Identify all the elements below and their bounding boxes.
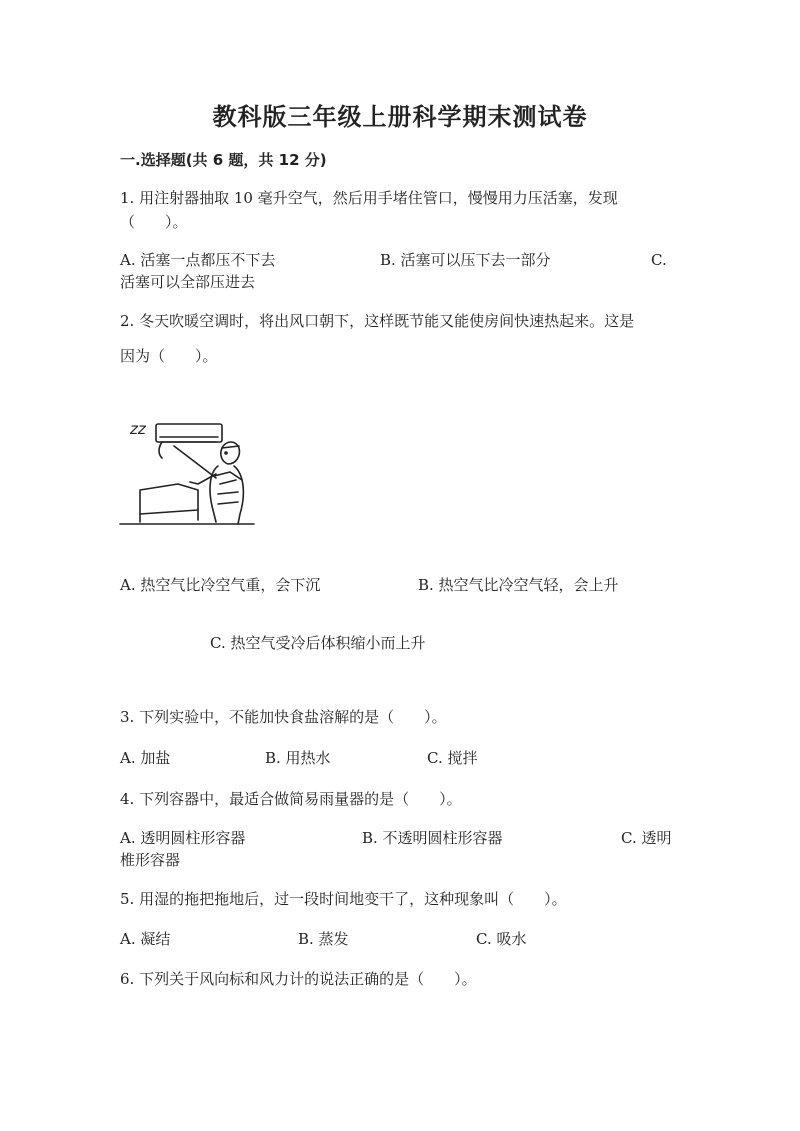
question-3-option-a: A. 加盐 xyxy=(120,749,171,767)
question-5-option-a: A. 凝结 xyxy=(120,930,171,948)
question-4-option-c-text: 椎形容器 xyxy=(120,851,181,869)
question-3-stem: 3. 下列实验中，不能加快食盐溶解的是（ ）。 xyxy=(120,708,447,726)
page-title: 教科版三年级上册科学期末测试卷 xyxy=(212,103,588,131)
air-conditioner-man-illustration xyxy=(118,410,258,530)
question-5-stem: 5. 用湿的拖把拖地后，过一段时间地变干了，这种现象叫（ ）。 xyxy=(120,890,567,908)
question-4-option-b: B. 不透明圆柱形容器 xyxy=(362,829,503,847)
section-heading: 一.选择题(共 6 题，共 12 分) xyxy=(120,151,327,169)
question-4-option-a: A. 透明圆柱形容器 xyxy=(120,829,246,847)
question-1-option-c-text: 活塞可以全部压进去 xyxy=(120,273,256,291)
question-1-stem-cont: （ ）。 xyxy=(120,213,188,231)
question-1-stem: 1. 用注射器抽取 10 毫升空气，然后用手堵住管口，慢慢用力压活塞，发现 xyxy=(120,189,618,207)
question-6-stem: 6. 下列关于风向标和风力计的说法正确的是（ ）。 xyxy=(120,970,477,988)
question-3-option-b: B. 用热水 xyxy=(265,749,331,767)
question-2-option-b: B. 热空气比冷空气轻，会上升 xyxy=(418,576,619,594)
question-1-option-a: A. 活塞一点都压不下去 xyxy=(120,251,276,269)
question-2-option-c: C. 热空气受冷后体积缩小而上升 xyxy=(210,634,426,652)
question-4-option-c: C. 透明 xyxy=(621,829,672,847)
question-2-option-a: A. 热空气比冷空气重，会下沉 xyxy=(120,576,321,594)
question-4-stem: 4. 下列容器中，最适合做简易雨量器的是（ ）。 xyxy=(120,790,462,808)
question-2-stem-cont: 因为（ ）。 xyxy=(120,347,218,365)
question-2-stem: 2. 冬天吹暖空调时，将出风口朝下，这样既节能又能使房间快速热起来。这是 xyxy=(120,312,635,330)
question-1-option-b: B. 活塞可以压下去一部分 xyxy=(380,251,551,269)
question-5-option-c: C. 吸水 xyxy=(476,930,527,948)
question-1-option-c: C. xyxy=(651,251,667,269)
question-5-option-b: B. 蒸发 xyxy=(298,930,349,948)
question-3-option-c: C. 搅拌 xyxy=(427,749,478,767)
snore-text: zz xyxy=(130,420,146,438)
